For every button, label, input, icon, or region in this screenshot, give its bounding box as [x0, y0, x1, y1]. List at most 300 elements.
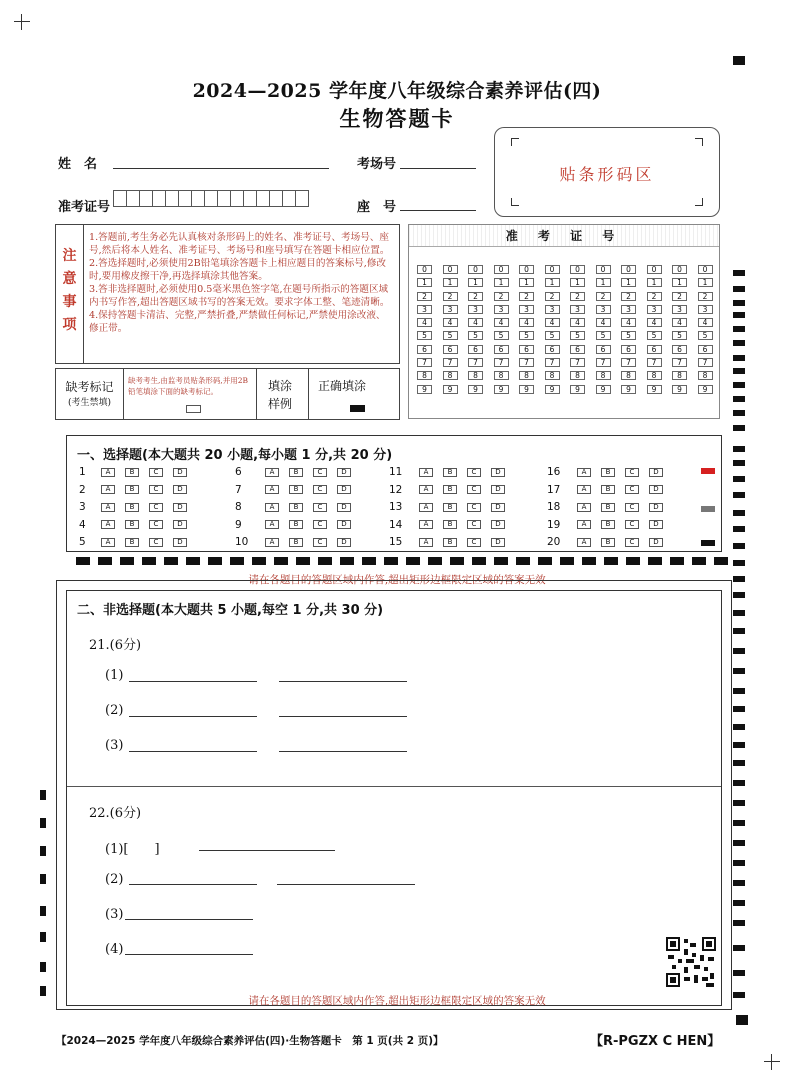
mcq-option-bubble[interactable]: D [337, 468, 351, 477]
mcq-option-bubble[interactable]: C [313, 503, 327, 512]
id-digit-bubble[interactable]: 3 [443, 305, 458, 314]
mcq-option-bubble[interactable]: D [173, 520, 187, 529]
id-digit-bubble[interactable]: 7 [647, 358, 662, 367]
mcq-question-number: 20 [547, 536, 561, 548]
exam-room-label: 考场号 [357, 157, 397, 172]
id-digit-bubble[interactable]: 5 [468, 331, 483, 340]
mcq-option-bubble[interactable]: D [337, 520, 351, 529]
id-digit-bubble[interactable]: 2 [417, 292, 432, 301]
mcq-option-bubble[interactable]: D [649, 485, 663, 494]
mcq-option-bubble[interactable]: D [337, 485, 351, 494]
mcq-option-bubble[interactable]: D [649, 538, 663, 547]
timing-mark [733, 446, 745, 452]
qr-code-icon [666, 937, 716, 987]
timing-mark [733, 355, 745, 361]
timing-mark [733, 300, 745, 306]
id-digit-bubble[interactable]: 7 [443, 358, 458, 367]
id-digit-bubble[interactable]: 8 [570, 371, 585, 380]
id-digit-bubble[interactable]: 6 [494, 345, 509, 354]
id-grid-column [672, 265, 690, 398]
id-grid-title: 准 考 证 号 [409, 225, 719, 247]
id-digit-bubble[interactable]: 6 [443, 345, 458, 354]
mcq-option-bubble[interactable]: A [419, 503, 433, 512]
mcq-question-row [389, 519, 515, 531]
id-digit-bubble[interactable]: 4 [596, 318, 611, 327]
notice-side-label: 注 意 事 项 [56, 225, 84, 363]
mcq-question-number: 12 [389, 483, 403, 496]
mcq-question-number: 1 [79, 466, 86, 478]
mcq-option-bubble[interactable]: A [265, 538, 279, 547]
mcq-option-bubble[interactable]: C [149, 520, 163, 529]
id-digit-bubble[interactable]: 1 [672, 278, 687, 287]
id-digit-bubble[interactable]: 4 [443, 318, 458, 327]
id-digit-bubble[interactable]: 8 [417, 371, 432, 380]
mcq-option-bubble[interactable]: B [443, 538, 457, 547]
mcq-question-number: 3 [79, 501, 86, 513]
timing-mark [733, 668, 745, 674]
mcq-question-number: 10 [235, 536, 249, 548]
mcq-option-bubble[interactable]: B [289, 468, 303, 477]
mcq-question-number: 11 [389, 466, 403, 478]
id-digit-bubble[interactable]: 1 [647, 278, 662, 287]
mcq-option-bubble[interactable]: A [265, 468, 279, 477]
notice-box [55, 224, 400, 364]
id-grid-column [621, 265, 639, 398]
id-digit-bubble[interactable]: 9 [672, 385, 687, 394]
id-grid-column [519, 265, 537, 398]
id-digit-bubble[interactable]: 8 [468, 371, 483, 380]
id-digit-bubble[interactable]: 8 [647, 371, 662, 380]
mcq-question-number: 5 [79, 536, 86, 548]
mcq-option-bubble[interactable]: B [125, 503, 139, 512]
mcq-option-bubble[interactable]: C [149, 485, 163, 494]
id-digit-bubble[interactable]: 2 [468, 292, 483, 301]
mcq-option-bubble[interactable]: A [577, 520, 591, 529]
warning-top: 请在各题目的答题区域内作答,超出矩形边框限定区域的答案无效 [248, 574, 546, 586]
id-digit-bubble[interactable]: 9 [621, 385, 636, 394]
id-digit-bubble[interactable]: 2 [647, 292, 662, 301]
mcq-option-bubble[interactable]: B [601, 503, 615, 512]
id-digit-bubble[interactable]: 1 [698, 278, 713, 287]
exam-room-field[interactable] [400, 155, 476, 169]
mcq-option-bubble[interactable]: D [649, 503, 663, 512]
mcq-option-bubble[interactable]: C [313, 468, 327, 477]
id-digit-bubble[interactable]: 9 [596, 385, 611, 394]
mcq-option-bubble[interactable]: C [149, 468, 163, 477]
id-digit-bubble[interactable]: 4 [672, 318, 687, 327]
mcq-option-bubble[interactable]: C [313, 538, 327, 547]
id-digit-bubble[interactable]: 1 [443, 278, 458, 287]
id-digit-bubble[interactable]: 0 [621, 265, 636, 274]
id-digit-bubble[interactable]: 7 [468, 358, 483, 367]
id-digit-bubble[interactable]: 8 [596, 371, 611, 380]
mcq-option-bubble[interactable]: B [601, 520, 615, 529]
mcq-option-bubble[interactable]: C [625, 503, 639, 512]
mcq-option-bubble[interactable]: A [577, 468, 591, 477]
mcq-option-bubble[interactable]: C [625, 468, 639, 477]
mcq-option-bubble[interactable]: C [625, 520, 639, 529]
id-digit-bubble[interactable]: 1 [494, 278, 509, 287]
timing-mark [733, 820, 745, 826]
mcq-option-bubble[interactable]: A [265, 520, 279, 529]
id-digit-bubble[interactable]: 0 [443, 265, 458, 274]
id-digit-bubble[interactable]: 5 [621, 331, 636, 340]
mcq-option-bubble[interactable]: D [649, 520, 663, 529]
id-digit-bubble[interactable]: 4 [647, 318, 662, 327]
mcq-option-bubble[interactable]: A [101, 538, 115, 547]
footer-text: 【2024—2025 学年度八年级综合素养评估(四)·生物答题卡 第 1 页(共 2 页)】 [56, 1035, 444, 1047]
id-digit-bubble[interactable]: 6 [545, 345, 560, 354]
id-digit-bubble[interactable]: 9 [545, 385, 560, 394]
id-digit-bubble[interactable]: 9 [519, 385, 534, 394]
id-digit-bubble[interactable]: 3 [672, 305, 687, 314]
mcq-option-bubble[interactable]: B [125, 538, 139, 547]
id-digit-bubble[interactable]: 7 [672, 358, 687, 367]
q21-2-answer-b[interactable] [279, 716, 407, 717]
id-digit-bubble[interactable]: 6 [647, 345, 662, 354]
id-digit-bubble[interactable]: 0 [417, 265, 432, 274]
id-digit-bubble[interactable]: 7 [417, 358, 432, 367]
mcq-question-row [547, 466, 673, 478]
id-digit-bubble[interactable]: 5 [417, 331, 432, 340]
mcq-option-bubble[interactable]: B [443, 503, 457, 512]
mcq-option-bubble[interactable]: B [289, 520, 303, 529]
q21-1-answer-a[interactable] [129, 681, 257, 682]
sheet-title: 生物答题卡 [339, 106, 455, 131]
id-digit-bubble[interactable]: 9 [570, 385, 585, 394]
mcq-option-bubble[interactable]: A [419, 538, 433, 547]
mcq-option-bubble[interactable]: A [101, 468, 115, 477]
barcode-area [494, 127, 720, 217]
id-digit-bubble[interactable]: 8 [494, 371, 509, 380]
timing-mark [733, 970, 745, 976]
mcq-option-bubble[interactable]: B [443, 485, 457, 494]
q21-2-answer-a[interactable] [129, 716, 257, 717]
q22-1-answer[interactable] [199, 850, 335, 851]
mcq-question-row [235, 519, 361, 531]
mcq-option-bubble[interactable]: C [625, 485, 639, 494]
id-digit-bubble[interactable]: 1 [621, 278, 636, 287]
seat-field[interactable] [400, 197, 476, 211]
id-digit-bubble[interactable]: 9 [647, 385, 662, 394]
id-digit-bubble[interactable]: 1 [417, 278, 432, 287]
timing-mark [40, 818, 46, 828]
id-digit-bubble[interactable]: 7 [570, 358, 585, 367]
warning-bottom: 请在各题目的答题区域内作答,超出矩形边框限定区域的答案无效 [248, 995, 546, 1007]
id-digit-bubble[interactable]: 0 [519, 265, 534, 274]
q22-4-answer[interactable] [125, 954, 253, 955]
section1-title: 一、选择题(本大题共 20 小题,每小题 1 分,共 20 分) [77, 448, 393, 463]
mcq-option-bubble[interactable]: D [173, 538, 187, 547]
id-digit-bubble[interactable]: 2 [698, 292, 713, 301]
id-digit-bubble[interactable]: 6 [672, 345, 687, 354]
mcq-option-bubble[interactable]: A [265, 485, 279, 494]
id-digit-bubble[interactable]: 5 [494, 331, 509, 340]
q22-3-answer[interactable] [125, 919, 253, 920]
mcq-option-bubble[interactable]: B [601, 485, 615, 494]
q21-1-answer-b[interactable] [279, 681, 407, 682]
section-non-choice [66, 590, 722, 787]
name-label: 姓 名 [58, 157, 98, 172]
id-digit-bubble[interactable]: 5 [596, 331, 611, 340]
id-digit-bubble[interactable]: 3 [698, 305, 713, 314]
mcq-option-bubble[interactable]: B [289, 538, 303, 547]
q22-2-answer-b[interactable] [277, 884, 415, 885]
mcq-option-bubble[interactable]: D [649, 468, 663, 477]
q22-blank-label: (4) [105, 942, 124, 957]
id-digit-bubble[interactable]: 9 [443, 385, 458, 394]
mcq-option-bubble[interactable]: C [149, 538, 163, 547]
id-digit-bubble[interactable]: 0 [698, 265, 713, 274]
mcq-option-bubble[interactable]: C [313, 520, 327, 529]
absent-bubble[interactable] [186, 405, 201, 413]
timing-mark [40, 846, 46, 856]
mcq-option-bubble[interactable]: D [491, 520, 505, 529]
id-digit-bubble[interactable]: 8 [443, 371, 458, 380]
mcq-option-bubble[interactable]: C [467, 485, 481, 494]
q21-3-answer-b[interactable] [279, 751, 407, 752]
id-digit-bubble[interactable]: 4 [698, 318, 713, 327]
timing-mark [733, 510, 745, 516]
id-digit-bubble[interactable]: 8 [698, 371, 713, 380]
mcq-option-bubble[interactable]: A [101, 520, 115, 529]
id-digit-bubble[interactable]: 0 [596, 265, 611, 274]
id-boxes[interactable] [113, 190, 308, 211]
id-digit-bubble[interactable]: 2 [545, 292, 560, 301]
id-digit-bubble[interactable]: 5 [698, 331, 713, 340]
mcq-option-bubble[interactable]: A [419, 520, 433, 529]
mcq-option-bubble[interactable]: B [601, 468, 615, 477]
mcq-question-number: 14 [389, 518, 403, 531]
correct-fill-label: 正确填涂 [318, 379, 367, 393]
mcq-option-bubble[interactable]: C [467, 503, 481, 512]
mcq-question-number: 18 [547, 501, 561, 513]
timing-mark [733, 688, 745, 694]
id-digit-bubble[interactable]: 3 [545, 305, 560, 314]
id-digit-bubble[interactable]: 3 [596, 305, 611, 314]
timing-mark [40, 790, 46, 800]
timing-mark [733, 780, 745, 786]
q22-blank-label: (2) [105, 872, 124, 887]
id-digit-bubble[interactable]: 3 [519, 305, 534, 314]
mcq-option-bubble[interactable]: D [173, 503, 187, 512]
id-digit-bubble[interactable]: 5 [647, 331, 662, 340]
id-digit-bubble[interactable]: 9 [417, 385, 432, 394]
id-digit-bubble[interactable]: 3 [468, 305, 483, 314]
id-digit-bubble[interactable]: 2 [494, 292, 509, 301]
id-grid-column [545, 265, 563, 398]
mcq-option-bubble[interactable]: C [149, 503, 163, 512]
id-digit-bubble[interactable]: 0 [672, 265, 687, 274]
timing-mark [733, 425, 745, 431]
correct-fill-sample [350, 405, 365, 412]
id-digit-bubble[interactable]: 0 [545, 265, 560, 274]
mcq-question-number: 2 [79, 483, 86, 496]
id-digit-bubble[interactable]: 3 [621, 305, 636, 314]
name-field[interactable] [113, 155, 329, 169]
id-digit-bubble[interactable]: 6 [621, 345, 636, 354]
id-digit-bubble[interactable]: 1 [570, 278, 585, 287]
mcq-question-number: 7 [235, 483, 242, 496]
id-digit-bubble[interactable]: 0 [570, 265, 585, 274]
mcq-question-number: 15 [389, 536, 403, 548]
id-digit-bubble[interactable]: 2 [672, 292, 687, 301]
id-digit-bubble[interactable]: 5 [672, 331, 687, 340]
mcq-option-bubble[interactable]: A [419, 485, 433, 494]
mcq-question-row [389, 501, 515, 513]
mcq-option-bubble[interactable]: B [125, 485, 139, 494]
id-digit-bubble[interactable]: 5 [570, 331, 585, 340]
id-digit-bubble[interactable]: 5 [519, 331, 534, 340]
mcq-option-bubble[interactable]: A [577, 485, 591, 494]
mcq-option-bubble[interactable]: D [491, 485, 505, 494]
mcq-option-bubble[interactable]: D [337, 503, 351, 512]
q22-head: 22.(6分) [89, 806, 142, 821]
mcq-option-bubble[interactable]: A [101, 485, 115, 494]
id-digit-bubble[interactable]: 0 [468, 265, 483, 274]
id-digit-bubble[interactable]: 2 [443, 292, 458, 301]
id-digit-bubble[interactable]: 7 [519, 358, 534, 367]
id-digit-bubble[interactable]: 7 [545, 358, 560, 367]
mcq-question-row [235, 501, 361, 513]
mcq-option-bubble[interactable]: C [313, 485, 327, 494]
mcq-question-row [79, 536, 197, 548]
id-digit-bubble[interactable]: 7 [596, 358, 611, 367]
id-digit-bubble[interactable]: 4 [545, 318, 560, 327]
id-digit-bubble[interactable]: 5 [443, 331, 458, 340]
mcq-option-bubble[interactable]: D [491, 503, 505, 512]
id-digit-bubble[interactable]: 1 [519, 278, 534, 287]
mcq-option-bubble[interactable]: B [289, 503, 303, 512]
id-label: 准考证号 [58, 200, 111, 215]
id-digit-bubble[interactable]: 6 [417, 345, 432, 354]
id-digit-bubble[interactable]: 4 [570, 318, 585, 327]
mcq-option-bubble[interactable]: B [601, 538, 615, 547]
id-digit-bubble[interactable]: 6 [519, 345, 534, 354]
mcq-option-bubble[interactable]: A [419, 468, 433, 477]
id-digit-bubble[interactable]: 2 [570, 292, 585, 301]
id-digit-bubble[interactable]: 5 [545, 331, 560, 340]
id-digit-bubble[interactable]: 6 [570, 345, 585, 354]
notice-text: 1.答题前,考生务必先认真核对条形码上的姓名、准考证号、考场号、座号,然后将本人姓名、准考证号、考场号和座号填写在答题卡相应位置。 2.答选择题时,必须使用2B铅笔填涂答题卡上相应题目的答案标号,修改时,要用橡皮擦干净,再选择填涂其他答案。 3.答非选择题时,必须使用0.5毫米黑色签字笔,在题号所指示的答题区域内书写作答,超出答题区域书写的答案无效。要求字体工整、笔迹清晰。 4.保持答题卡清洁、完整,严禁折叠,严禁做任何标记,严禁使用涂改液、修正带。 [89, 232, 390, 334]
registration-mark-top-left [14, 14, 30, 30]
timing-mark [733, 760, 745, 766]
id-digit-bubble[interactable]: 2 [596, 292, 611, 301]
id-grid-column [417, 265, 435, 398]
timing-mark [40, 906, 46, 916]
id-digit-bubble[interactable]: 3 [494, 305, 509, 314]
q22-blank-label: (1)[ ] [105, 842, 160, 857]
id-digit-bubble[interactable]: 3 [417, 305, 432, 314]
mcq-question-row [389, 536, 515, 548]
id-digit-bubble[interactable]: 4 [417, 318, 432, 327]
mcq-option-bubble[interactable]: D [173, 468, 187, 477]
mcq-option-bubble[interactable]: D [173, 485, 187, 494]
id-digit-bubble[interactable]: 1 [596, 278, 611, 287]
timing-mark [733, 648, 745, 654]
mcq-option-bubble[interactable]: A [101, 503, 115, 512]
id-digit-bubble[interactable]: 4 [621, 318, 636, 327]
id-digit-bubble[interactable]: 7 [494, 358, 509, 367]
color-mark-red [701, 468, 715, 474]
mcq-option-bubble[interactable]: B [125, 520, 139, 529]
timing-mark [733, 396, 745, 402]
mcq-question-number: 6 [235, 466, 242, 478]
timing-mark [733, 945, 745, 951]
id-digit-bubble[interactable]: 6 [698, 345, 713, 354]
id-digit-bubble[interactable]: 4 [519, 318, 534, 327]
id-digit-bubble[interactable]: 9 [698, 385, 713, 394]
exam-title: 2024—2025 学年度八年级综合素养评估(四) [192, 80, 602, 102]
id-digit-bubble[interactable]: 3 [647, 305, 662, 314]
id-digit-bubble[interactable]: 4 [468, 318, 483, 327]
timing-mark [733, 592, 745, 598]
id-digit-bubble[interactable]: 7 [698, 358, 713, 367]
mcq-question-number: 13 [389, 501, 403, 513]
id-digit-bubble[interactable]: 9 [494, 385, 509, 394]
absent-mark-box [55, 368, 400, 420]
id-digit-bubble[interactable]: 8 [621, 371, 636, 380]
id-digit-bubble[interactable]: 1 [468, 278, 483, 287]
mcq-option-bubble[interactable]: A [577, 538, 591, 547]
id-digit-bubble[interactable]: 0 [494, 265, 509, 274]
timing-mark [733, 492, 745, 498]
registration-mark-bottom-right [764, 1054, 780, 1070]
id-digit-bubble[interactable]: 6 [596, 345, 611, 354]
mcq-option-bubble[interactable]: C [467, 538, 481, 547]
timing-mark [40, 962, 46, 972]
mcq-option-bubble[interactable]: D [337, 538, 351, 547]
timing-mark [733, 800, 745, 806]
mcq-option-bubble[interactable]: D [491, 538, 505, 547]
mcq-option-bubble[interactable]: B [125, 468, 139, 477]
mcq-option-bubble[interactable]: C [625, 538, 639, 547]
mcq-question-row [389, 484, 515, 496]
mcq-option-bubble[interactable]: D [491, 468, 505, 477]
id-digit-bubble[interactable]: 4 [494, 318, 509, 327]
id-digit-bubble[interactable]: 2 [519, 292, 534, 301]
mcq-option-bubble[interactable]: A [265, 503, 279, 512]
color-mark-black [701, 540, 715, 546]
id-digit-bubble[interactable]: 0 [647, 265, 662, 274]
id-digit-bubble[interactable]: 8 [672, 371, 687, 380]
mcq-option-bubble[interactable]: B [443, 468, 457, 477]
mcq-option-bubble[interactable]: A [577, 503, 591, 512]
section-q22 [66, 786, 722, 1006]
id-digit-bubble[interactable]: 2 [621, 292, 636, 301]
timing-mark [733, 628, 745, 634]
timing-mark [736, 1015, 748, 1025]
id-digit-bubble[interactable]: 8 [545, 371, 560, 380]
timing-mark [733, 368, 745, 374]
mcq-option-bubble[interactable]: C [467, 520, 481, 529]
id-digit-bubble[interactable]: 7 [621, 358, 636, 367]
timing-mark [733, 410, 745, 416]
id-digit-bubble[interactable]: 8 [519, 371, 534, 380]
id-digit-bubble[interactable]: 3 [570, 305, 585, 314]
id-digit-bubble[interactable]: 6 [468, 345, 483, 354]
q22-2-answer-a[interactable] [129, 884, 257, 885]
mcq-option-bubble[interactable]: B [443, 520, 457, 529]
mcq-question-row [79, 466, 197, 478]
mcq-option-bubble[interactable]: C [467, 468, 481, 477]
id-digit-bubble[interactable]: 9 [468, 385, 483, 394]
id-digit-bubble[interactable]: 1 [545, 278, 560, 287]
id-grid-column [570, 265, 588, 398]
footer-code: 【R-PGZX C HEN】 [590, 1034, 721, 1049]
q21-3-answer-a[interactable] [129, 751, 257, 752]
mcq-option-bubble[interactable]: B [289, 485, 303, 494]
